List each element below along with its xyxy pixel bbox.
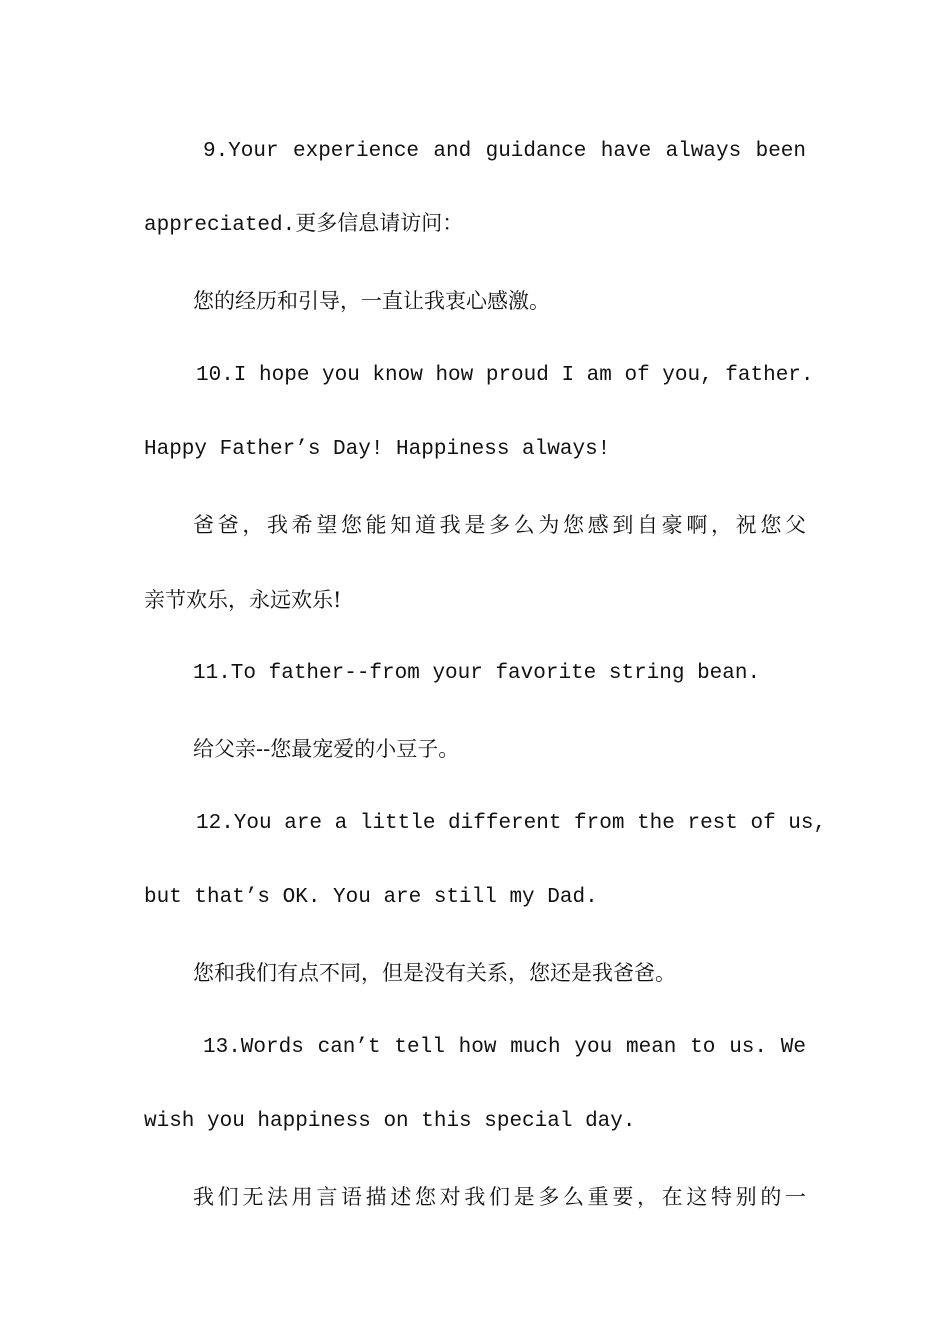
item-13-english-line-1: 13.Words can’t tell how much you mean to us. We	[203, 1036, 806, 1059]
item-13-english-line-2: wish you happiness on this special day.	[144, 1110, 636, 1133]
item-10-chinese-line-2: 亲节欢乐，永远欢乐!	[144, 588, 342, 612]
item-10-english-line-1: 10.I hope you know how proud I am of you, father.	[196, 364, 814, 387]
item-10-english-line-2: Happy Father’s Day! Happiness always!	[144, 438, 611, 461]
item-12-chinese-line: 您和我们有点不同，但是没有关系，您还是我爸爸。	[193, 961, 676, 985]
item-12-english-line-2: but that’s OK. You are still my Dad.	[144, 886, 598, 909]
item-12-english-line-1: 12.You are a little different from the rest of us,	[196, 812, 827, 835]
item-11-chinese-line: 给父亲--您最宠爱的小豆子。	[193, 737, 460, 761]
item-11-english-line: 11.To father--from your favorite string bean.	[193, 662, 761, 685]
item-10-chinese-line-1: 爸爸，我希望您能知道我是多么为您感到自豪啊，祝您父	[193, 513, 806, 537]
item-9-chinese-line: 您的经历和引导，一直让我衷心感激。	[193, 289, 550, 313]
item-9-english-line-1: 9.Your experience and guidance have always been	[203, 140, 806, 163]
item-9-english-line-2: appreciated.更多信息请访问：	[144, 214, 464, 237]
item-13-chinese-line-1: 我们无法用言语描述您对我们是多么重要，在这特别的一	[193, 1185, 806, 1209]
